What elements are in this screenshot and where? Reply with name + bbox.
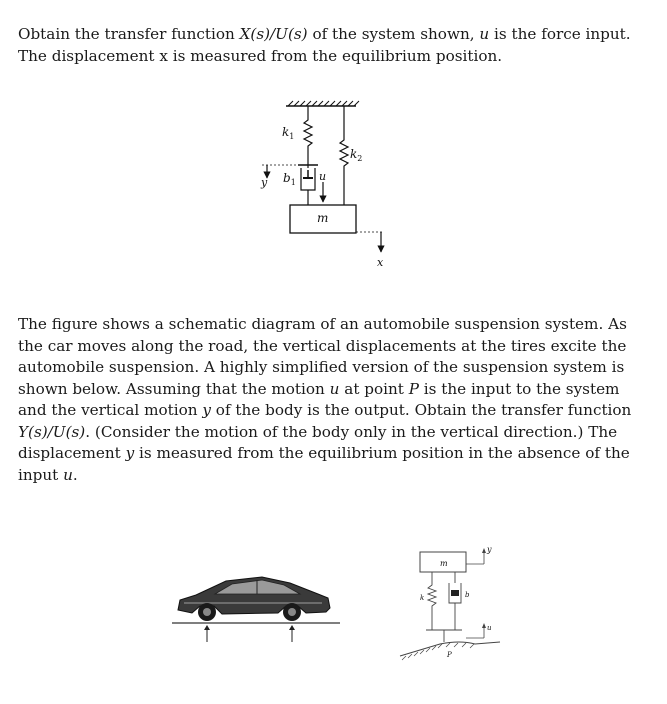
- problem1-line1: Obtain the transfer function X(s)/U(s) of the system shown, u is the force input.: [18, 25, 631, 43]
- label-P: P: [447, 651, 452, 659]
- label-u2: u: [487, 624, 492, 632]
- problem2-text: The figure shows a schematic diagram of an automobile suspension system. As the car moves along the road, the vertical displacements at the tires excite the automobile suspension. A highly simplified version of the suspension system is shown below. Assuming that the motion u at point P is the input to the system and the vertical motion y of the body is the output. Obtain the transfer function Y(s)/U(s). (Consider the motion of the body only in the vertical direction.) The displacement y is measured from the equilibrium position in the absence of the input u.: [18, 315, 632, 484]
- spring-k: [428, 572, 436, 630]
- label-b1: $b_1$: [283, 171, 296, 187]
- problem1-line2: The displacement x is measured from the equilibrium position.: [18, 46, 503, 65]
- label-m: m: [317, 211, 329, 225]
- label-k2: $k_2$: [350, 147, 363, 163]
- label-y2: y: [487, 545, 492, 554]
- spring-k2: [340, 106, 348, 205]
- problem1-text: [18, 24, 648, 67]
- label-m2: m: [440, 559, 448, 568]
- label-x: x: [377, 256, 384, 269]
- figure2-suspension-diagram: [395, 535, 515, 670]
- figure1-mass-spring-damper-diagram: [250, 90, 400, 275]
- label-k: k: [420, 594, 425, 602]
- car-illustration: [170, 560, 350, 650]
- label-b: b: [465, 591, 470, 599]
- spring-k1: [304, 106, 312, 165]
- label-y: y: [261, 176, 268, 189]
- label-k1: $k_1$: [282, 125, 295, 141]
- label-u: u: [319, 170, 327, 183]
